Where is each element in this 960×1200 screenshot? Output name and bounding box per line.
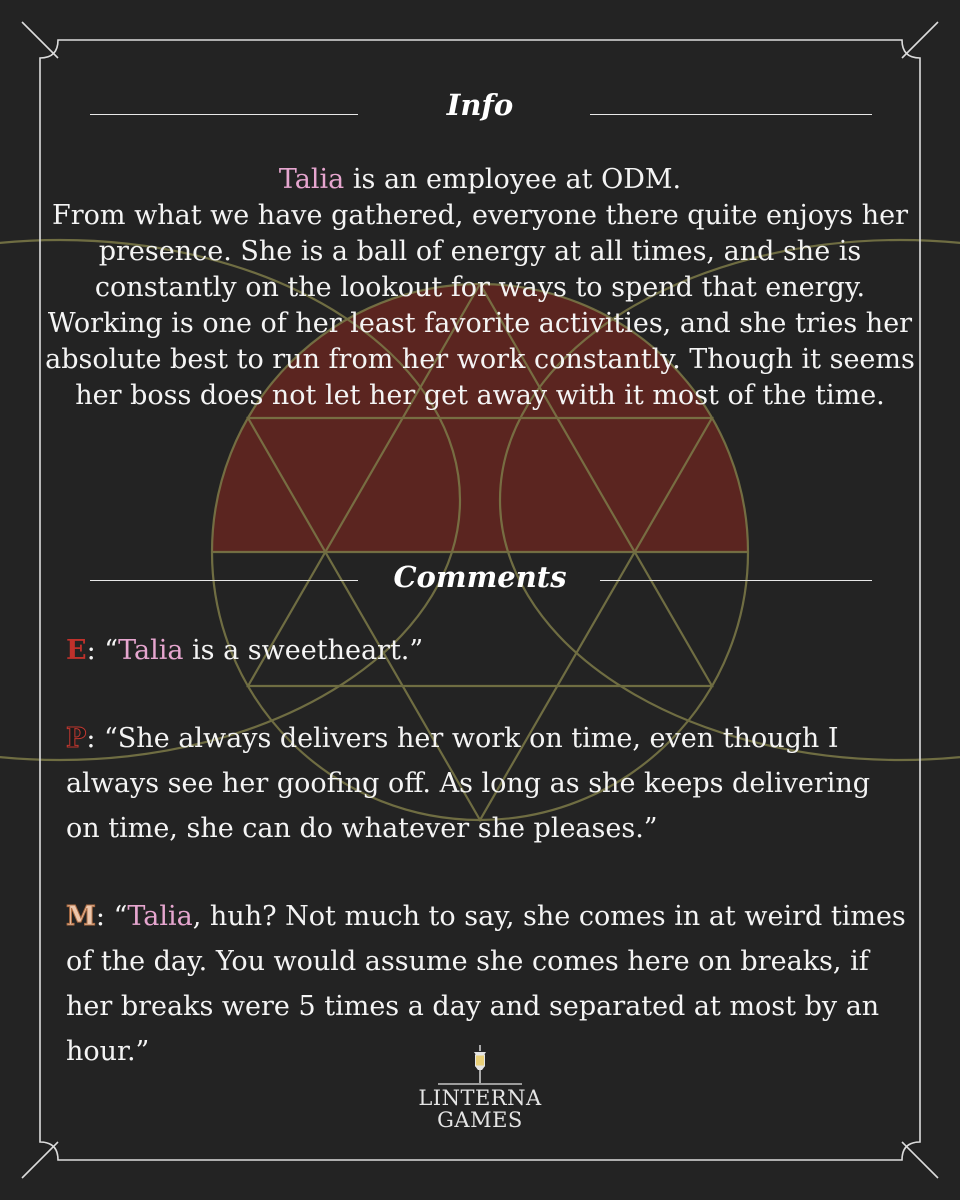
- comment-e: [66, 628, 912, 673]
- comment-text: , huh? Not much to say, she comes in at weird times of the day. You would assume she comes here on breaks, if her breaks were 5 times a day and separated at most by an hour.”: [66, 901, 906, 1067]
- comment-initial-e: E: [66, 635, 87, 666]
- logo-line-2: GAMES: [437, 1108, 523, 1132]
- comments-list: [66, 628, 912, 1117]
- comment-initial-p: P: [66, 723, 87, 754]
- character-name: Talia: [278, 164, 345, 195]
- character-name: Talia: [127, 901, 193, 932]
- info-intro-text: is an employee at ODM.: [344, 164, 682, 195]
- info-intro-line: [40, 162, 920, 198]
- info-description: From what we have gathered, everyone there quite enjoys her presence. She is a ball of energy at all times, and she is constantly on the lookout for ways to spend that energy. Working is one of her least favorite activities, and she tries her absolute best to run from her work constantly. Though it seems her boss does not let her get away with it most of the time.: [45, 200, 915, 411]
- comment-separator: : “: [95, 901, 128, 932]
- character-name: Talia: [118, 635, 184, 666]
- comment-p: [66, 716, 912, 851]
- comment-separator: :: [86, 723, 104, 754]
- comments-heading: Comments: [393, 560, 567, 594]
- linterna-games-logo: [380, 1045, 580, 1131]
- comment-initial-m: M: [66, 901, 96, 932]
- comment-separator: : “: [86, 635, 119, 666]
- comment-text: is a sweetheart.”: [183, 635, 424, 666]
- info-body: [40, 162, 920, 414]
- logo-line-1: LINTERNA: [418, 1086, 542, 1110]
- lantern-icon: [420, 1045, 540, 1087]
- comment-text: “She always delivers her work on time, even though I always see her goofing off. As long as she keeps delivering on time, she can do whatever she pleases.”: [66, 723, 871, 844]
- info-heading: Info: [446, 88, 514, 122]
